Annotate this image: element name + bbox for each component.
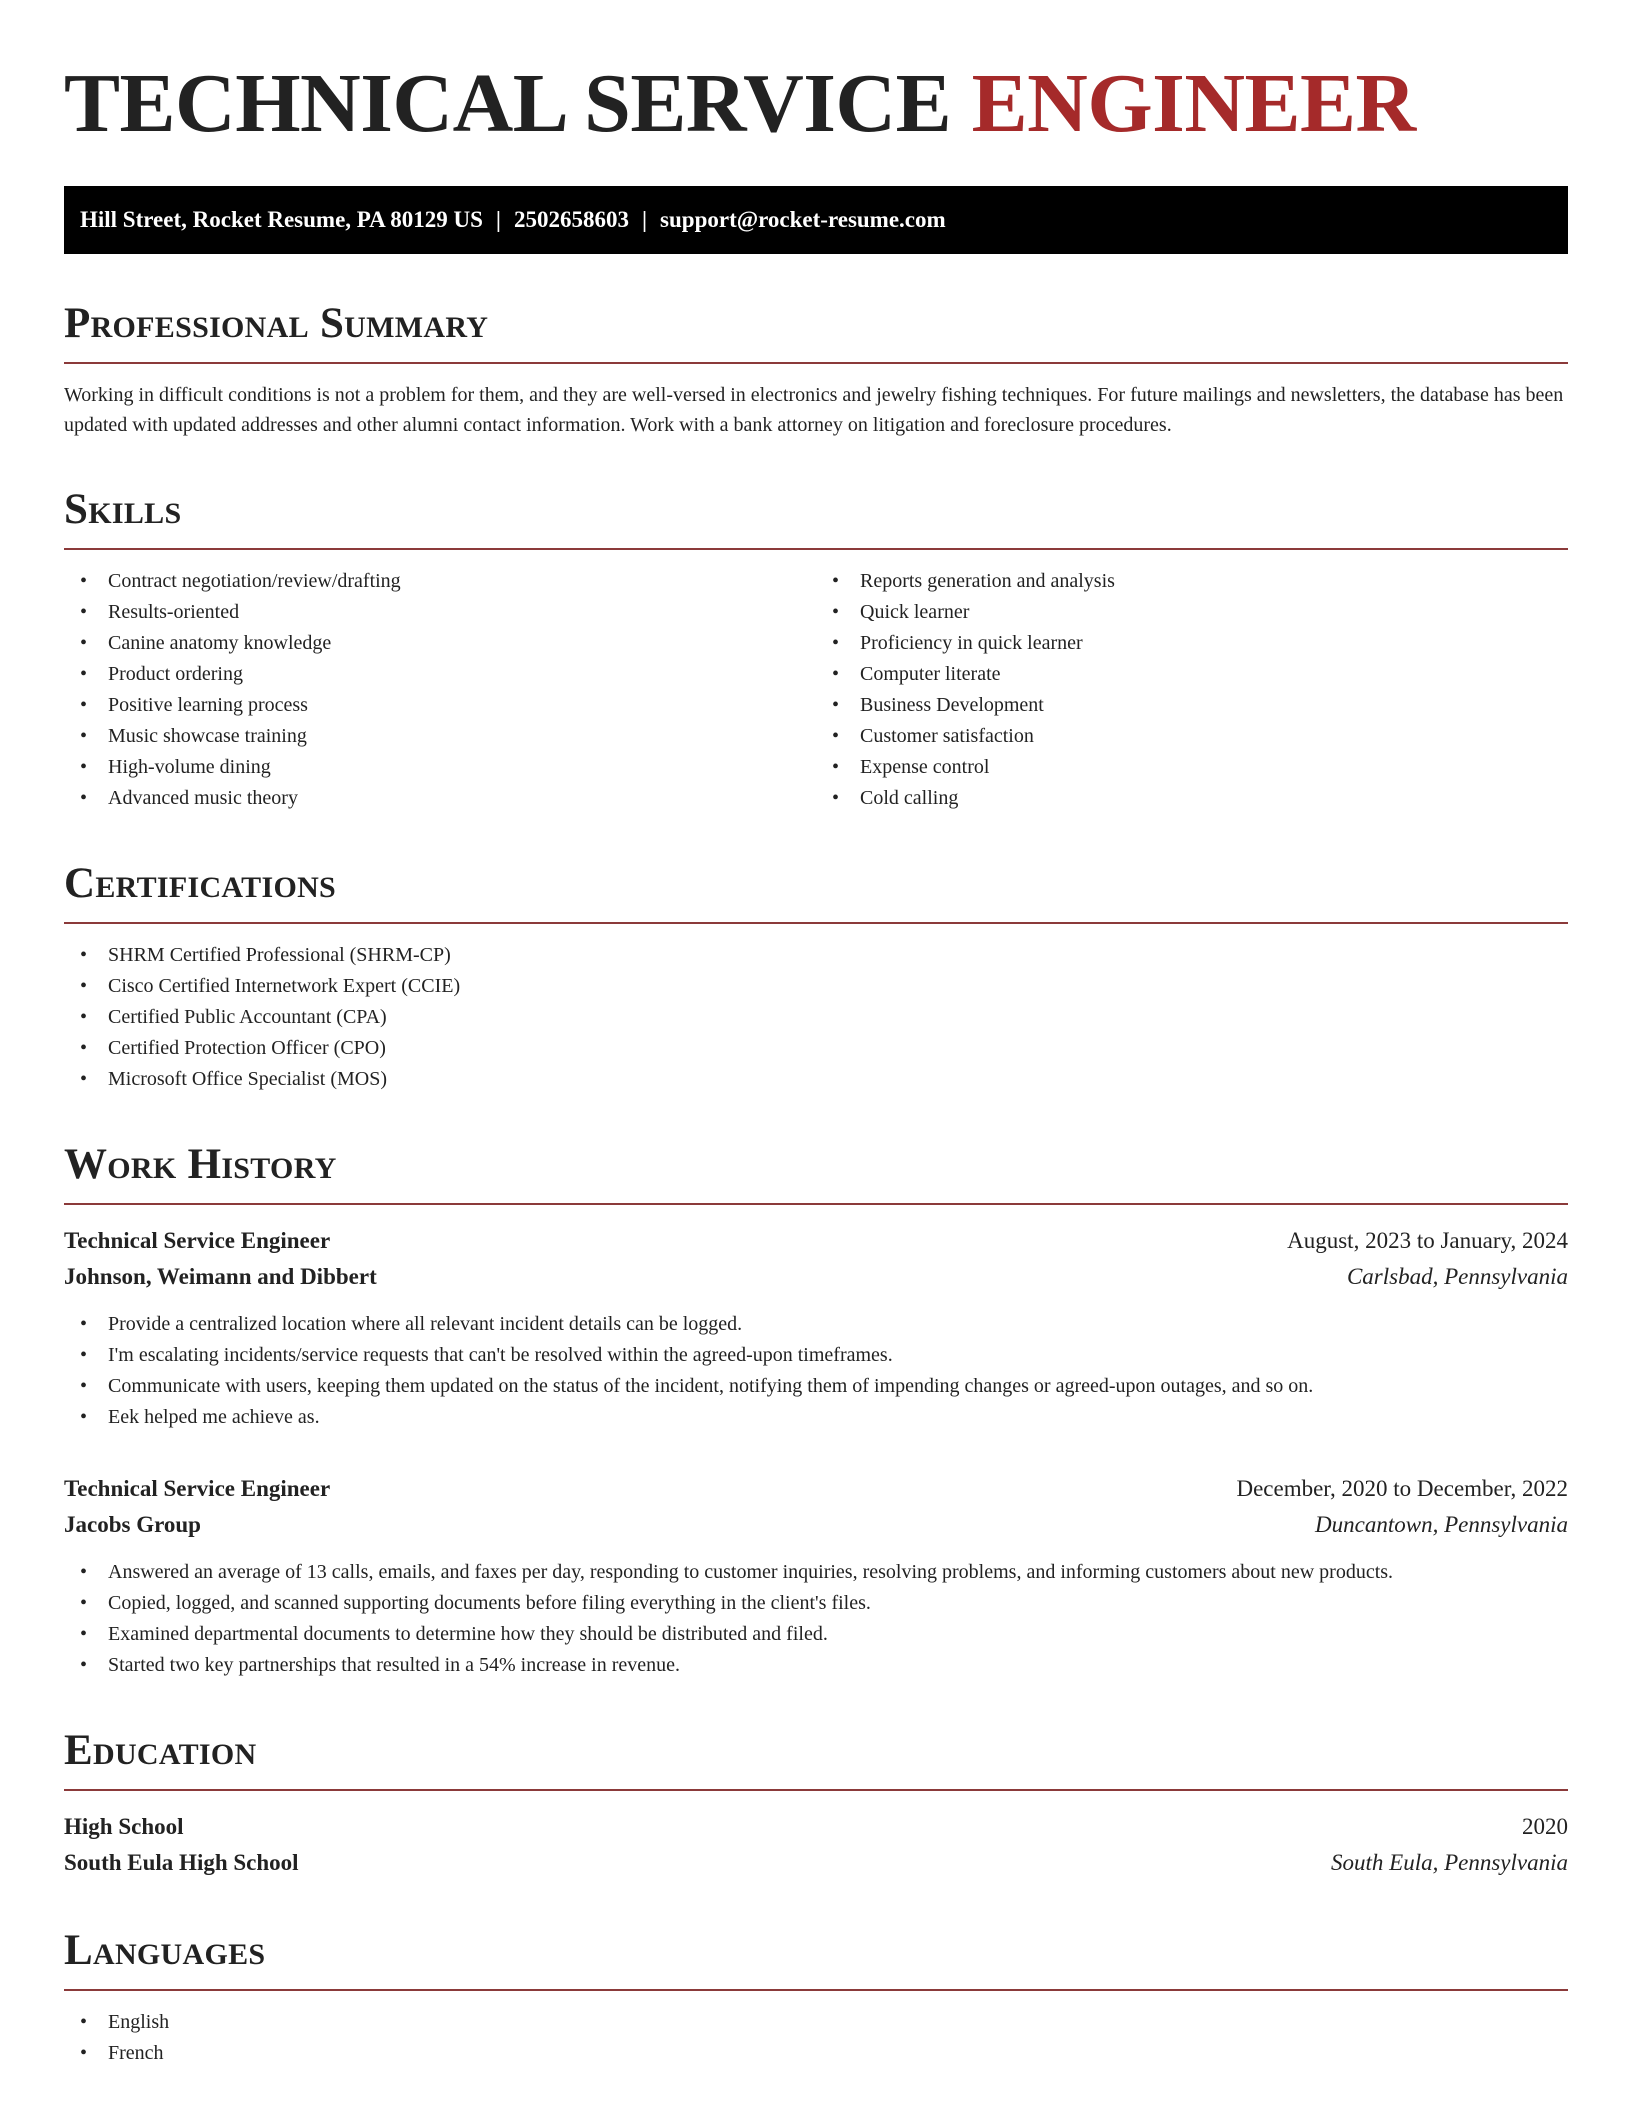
skill-item: • Customer satisfaction: [816, 721, 1568, 752]
job-bullets: [64, 1557, 1568, 1681]
skill-item: • Proficiency in quick learner: [816, 628, 1568, 659]
summary-heading: Professional Summary: [64, 298, 1568, 364]
certification-item: • SHRM Certified Professional (SHRM-CP): [64, 940, 1568, 971]
education-heading: Education: [64, 1725, 1568, 1791]
skills-list-left: [64, 566, 816, 814]
contact-separator: |: [641, 207, 648, 232]
skill-item: • Business Development: [816, 690, 1568, 721]
education-degree: High School: [64, 1814, 184, 1839]
job-bullet: • Copied, logged, and scanned supporting documents before filing everything in the client's files.: [64, 1588, 1568, 1619]
job-company: Johnson, Weimann and Dibbert: [64, 1264, 377, 1289]
job-entry: [64, 1471, 1568, 1681]
summary-text: Working in difficult conditions is not a problem for them, and they are well-versed in electronics and jewelry fishing techniques. For future mailings and newsletters, the database has been updated with updated addresses and other alumni contact information. Work with a bank attorney on litigation and foreclosure procedures.: [64, 384, 1564, 436]
languages-heading: Languages: [64, 1925, 1568, 1991]
certifications-section: [64, 858, 1568, 1095]
job-title-row: [64, 1471, 1568, 1507]
summary-section: [64, 298, 1568, 440]
job-company: Jacobs Group: [64, 1512, 201, 1537]
job-dates: August, 2023 to January, 2024: [1287, 1228, 1568, 1253]
resume-title: [64, 48, 1568, 160]
education-entry: [64, 1809, 1568, 1881]
skill-item: • High-volume dining: [64, 752, 816, 783]
skills-list-right: [816, 566, 1568, 814]
job-title: Technical Service Engineer: [64, 1476, 331, 1501]
language-item: • French: [64, 2038, 1568, 2069]
contact-email: support@rocket-resume.com: [660, 207, 946, 232]
contact-address: Hill Street, Rocket Resume, PA 80129 US: [80, 207, 483, 232]
language-item: • English: [64, 2007, 1568, 2038]
work-history-heading: Work History: [64, 1139, 1568, 1205]
contact-phone: 2502658603: [513, 207, 629, 232]
skill-item: • Reports generation and analysis: [816, 566, 1568, 597]
education-year: 2020: [1522, 1814, 1568, 1839]
job-bullet: • Answered an average of 13 calls, emails, and faxes per day, responding to customer inquiries, resolving problems, and informing customers about new products.: [64, 1557, 1568, 1588]
languages-section: [64, 1925, 1568, 2069]
skills-heading: Skills: [64, 484, 1568, 550]
work-history-section: [64, 1139, 1568, 1681]
certification-item: • Certified Protection Officer (CPO): [64, 1033, 1568, 1064]
languages-list: [64, 2007, 1568, 2069]
job-bullet: • Started two key partnerships that resulted in a 54% increase in revenue.: [64, 1650, 1568, 1681]
title-accent: ENGINEER: [971, 57, 1416, 150]
job-bullets: [64, 1309, 1568, 1433]
education-location: South Eula, Pennsylvania: [1331, 1850, 1568, 1875]
skill-item: • Advanced music theory: [64, 783, 816, 814]
contact-bar: [64, 186, 1568, 254]
certification-item: • Certified Public Accountant (CPA): [64, 1002, 1568, 1033]
skill-item: • Contract negotiation/review/drafting: [64, 566, 816, 597]
certification-item: • Cisco Certified Internetwork Expert (CCIE): [64, 971, 1568, 1002]
job-title: Technical Service Engineer: [64, 1228, 331, 1253]
skill-item: • Results-oriented: [64, 597, 816, 628]
certifications-list: [64, 940, 1568, 1095]
skill-item: • Computer literate: [816, 659, 1568, 690]
job-location: Carlsbad, Pennsylvania: [1346, 1264, 1568, 1289]
education-school: South Eula High School: [64, 1850, 299, 1875]
education-section: [64, 1725, 1568, 1881]
skill-item: • Canine anatomy knowledge: [64, 628, 816, 659]
skill-item: • Product ordering: [64, 659, 816, 690]
skill-item: • Music showcase training: [64, 721, 816, 752]
job-bullet: • Eek helped me achieve as.: [64, 1402, 1568, 1433]
skill-item: • Positive learning process: [64, 690, 816, 721]
job-location: Duncantown, Pennsylvania: [1315, 1512, 1568, 1537]
job-bullet: • I'm escalating incidents/service requests that can't be resolved within the agreed-upon timeframes.: [64, 1340, 1568, 1371]
skill-item: • Cold calling: [816, 783, 1568, 814]
education-school-row: [64, 1845, 1568, 1881]
certifications-heading: Certifications: [64, 858, 1568, 924]
skill-item: • Quick learner: [816, 597, 1568, 628]
education-degree-row: [64, 1809, 1568, 1845]
job-company-row: [64, 1259, 1568, 1295]
job-title-row: [64, 1223, 1568, 1259]
job-bullet: • Examined departmental documents to determine how they should be distributed and filed.: [64, 1619, 1568, 1650]
job-entry: [64, 1223, 1568, 1433]
skills-columns: [64, 566, 1568, 814]
job-bullet: • Communicate with users, keeping them updated on the status of the incident, notifying them of impending changes or agreed-upon outages, and so on.: [64, 1371, 1568, 1402]
contact-separator: |: [495, 207, 501, 232]
skill-item: • Expense control: [816, 752, 1568, 783]
title-main: TECHNICAL SERVICE: [64, 57, 972, 150]
job-company-row: [64, 1507, 1568, 1543]
job-dates: December, 2020 to December, 2022: [1236, 1476, 1568, 1501]
job-bullet: • Provide a centralized location where all relevant incident details can be logged.: [64, 1309, 1568, 1340]
certification-item: • Microsoft Office Specialist (MOS): [64, 1064, 1568, 1095]
skills-section: [64, 484, 1568, 814]
